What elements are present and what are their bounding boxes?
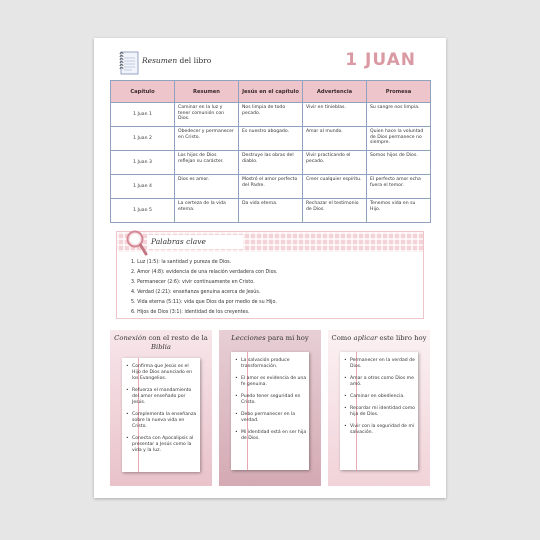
card-title-italic: Lecciones <box>231 334 266 342</box>
card-title-italic2: Biblia <box>151 342 171 351</box>
table-cell: Vivir en tinieblas. <box>303 103 367 127</box>
table-cell: Es nuestro abogado. <box>239 127 303 151</box>
list-item: 3. Permanecer (2:6): vivir continuamente en Cristo. <box>131 280 255 285</box>
table-row <box>111 151 431 175</box>
page-header <box>108 48 432 78</box>
notebook-icon <box>118 50 140 76</box>
card-title-rest: con el resto de la <box>146 334 208 342</box>
card-title-italic: Conexión <box>114 334 147 342</box>
table-cell: Mostró el amor perfecto del Padre. <box>239 175 303 199</box>
card-connection <box>110 330 212 486</box>
table-cell: Amar al mundo. <box>303 127 367 151</box>
table-cell: Tenemos vida en su Hijo. <box>367 199 431 223</box>
list-item: • Confirma que Jesús es el Hijo de Dios anunciado en los Evangelios. <box>122 364 198 382</box>
table-cell: Quien hace la voluntad de Dios permanece no siempre. <box>367 127 431 151</box>
table-row <box>111 103 431 127</box>
list-item: • Complementa la enseñanza sobre la nueva vida en Cristo. <box>122 412 198 430</box>
list-item: • La salvación produce transformación. <box>231 358 307 370</box>
list-item: • Puedo tener seguridad en Cristo. <box>231 394 307 406</box>
table-cell: Somos hijos de Dios. <box>367 151 431 175</box>
list-item: • Conecta con Apocalipsis al presentar a Jesús como la vida y la luz. <box>122 436 198 454</box>
list-item: • Amar a otros como Dios me amó. <box>340 376 416 388</box>
chapter-summary-table <box>110 80 431 223</box>
column-header: Advertencia <box>303 81 367 103</box>
card-application <box>328 330 430 486</box>
keywords-list <box>131 258 421 318</box>
table-row <box>111 175 431 199</box>
list-item: • Recordar mi identidad como hija de Dios. <box>340 406 416 418</box>
card-lessons <box>219 330 321 486</box>
keywords-label: Palabras clave <box>147 235 243 249</box>
card-title-pre: Como <box>331 334 354 342</box>
column-header: Promesa <box>367 81 431 103</box>
column-header: Jesús en el capítulo <box>239 81 303 103</box>
study-page <box>94 38 446 498</box>
table-cell: 1 Juan 4 <box>111 175 175 199</box>
table-header-row <box>111 81 431 103</box>
table-cell: Caminar en la luz y tener comunión con Dios. <box>175 103 239 127</box>
list-item: 4. Verdad (2:21): enseñanza genuina acerca de Jesús. <box>131 290 261 295</box>
list-item: • Vivir con la seguridad de mi salvación. <box>340 424 416 436</box>
list-item: • Refuerza el mandamiento del amor enseñado por Jesús. <box>122 388 198 406</box>
card-list <box>340 358 416 442</box>
table-cell: 1 Juan 1 <box>111 103 175 127</box>
list-item: • Debo permanecer en la verdad. <box>231 412 307 424</box>
card-title <box>219 334 321 343</box>
table-row <box>111 199 431 223</box>
list-item: 5. Vida eterna (5:11): vida que Dios da por medio de su Hijo. <box>131 300 277 305</box>
table-cell: Obedecer y permanecer en Cristo. <box>175 127 239 151</box>
list-item: • Permanecer en la verdad de Dios. <box>340 358 416 370</box>
card-title-rest: para mi hoy <box>265 334 309 342</box>
table-cell: La certeza de la vida eterna. <box>175 199 239 223</box>
table-cell: Vivir practicando el pecado. <box>303 151 367 175</box>
table-cell: Da vida eterna. <box>239 199 303 223</box>
table-cell: Destruye las obras del diablo. <box>239 151 303 175</box>
column-header: Capítulo <box>111 81 175 103</box>
table-cell: Creer cualquier espíritu. <box>303 175 367 199</box>
card-list <box>231 358 307 448</box>
heading-italic-word: Resumen <box>142 56 178 65</box>
book-title: 1 JUAN <box>345 50 416 70</box>
table-cell: Dios es amor. <box>175 175 239 199</box>
column-header: Resumen <box>175 81 239 103</box>
list-item: • Caminar en obediencia. <box>340 394 416 400</box>
table-row <box>111 127 431 151</box>
list-item: 1. Luz (1:5): la santidad y pureza de Dios. <box>131 260 232 265</box>
card-title <box>110 334 212 352</box>
table-cell: 1 Juan 3 <box>111 151 175 175</box>
table-cell: Nos limpia de todo pecado. <box>239 103 303 127</box>
list-item: • El amor es evidencia de una fe genuina. <box>231 376 307 388</box>
heading-rest: del libro <box>177 56 212 65</box>
card-list <box>122 364 198 460</box>
table-cell: 1 Juan 2 <box>111 127 175 151</box>
card-title <box>328 334 430 343</box>
table-cell: Los hijos de Dios reflejan su carácter. <box>175 151 239 175</box>
table-cell: Rechazar el testimonio de Dios. <box>303 199 367 223</box>
keywords-section <box>116 231 424 319</box>
table-cell: El perfecto amor echa fuera el temor. <box>367 175 431 199</box>
list-item: 6. Hijos de Dios (3:1): identidad de los creyentes. <box>131 310 250 315</box>
list-item: 2. Amor (4:8): evidencia de una relación verdadera con Dios. <box>131 270 278 275</box>
magnifier-icon <box>125 229 149 257</box>
note-paper <box>340 352 418 470</box>
section-heading <box>142 56 211 65</box>
table-cell: 1 Juan 5 <box>111 199 175 223</box>
note-paper <box>231 352 309 470</box>
table-cell: Su sangre nos limpia. <box>367 103 431 127</box>
note-paper <box>122 358 200 472</box>
list-item: • Mi identidad está en ser hija de Dios. <box>231 430 307 442</box>
card-title-rest: este libro hoy <box>377 334 427 342</box>
card-title-italic: aplicar <box>353 334 378 342</box>
